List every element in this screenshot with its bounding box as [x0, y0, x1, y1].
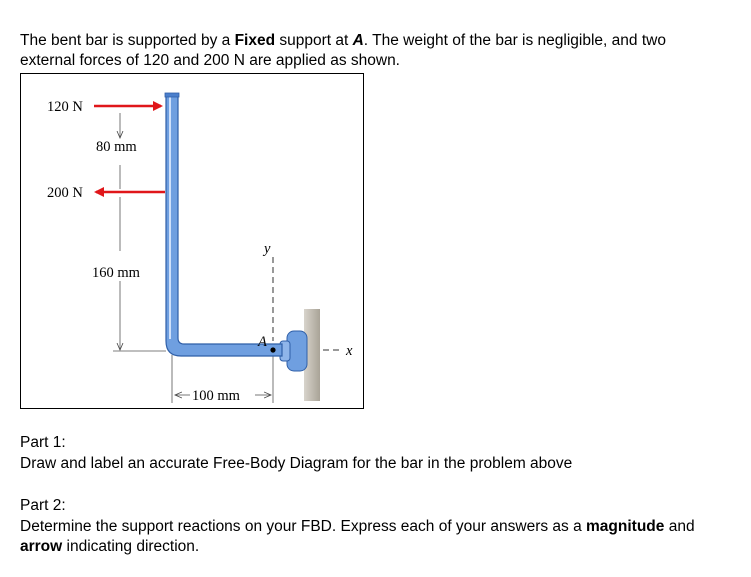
bent-bar-figure [20, 73, 370, 413]
part1-text: Draw and label an accurate Free-Body Diagram for the bar in the problem above [20, 455, 573, 472]
dim-80-label: 80 mm [96, 139, 137, 155]
dimension-lines [113, 113, 273, 403]
problem-statement: The bent bar is supported by a Fixed support at A. The weight of the bar is negligible, and two external forces of 120 and 200 N are applied as shown. [20, 32, 666, 69]
fixed-support [280, 309, 320, 401]
bar-body [166, 95, 282, 356]
part2-text: Determine the support reactions on your FBD. Express each of your answers as a magnitude and arrow indicating direction. [20, 518, 695, 555]
dim-160-label: 160 mm [92, 265, 140, 281]
point-a-label: A [258, 334, 267, 350]
bent-bar [165, 93, 282, 356]
force-200-label: 200 N [47, 185, 83, 201]
arrow-keyword: arrow [20, 538, 63, 555]
fixed-keyword: Fixed [234, 32, 276, 49]
magnitude-keyword: magnitude [586, 518, 665, 535]
force-120-label: 120 N [47, 99, 83, 115]
axis-y-label: y [264, 241, 271, 257]
point-a-dot [270, 347, 275, 352]
bar-end-cap [165, 93, 179, 97]
point-a-keyword: A [352, 32, 364, 49]
dim-100-label: 100 mm [192, 388, 240, 404]
axis-x-label: x [346, 343, 353, 359]
part1-heading: Part 1: [20, 434, 66, 451]
part2-heading: Part 2: [20, 497, 66, 514]
